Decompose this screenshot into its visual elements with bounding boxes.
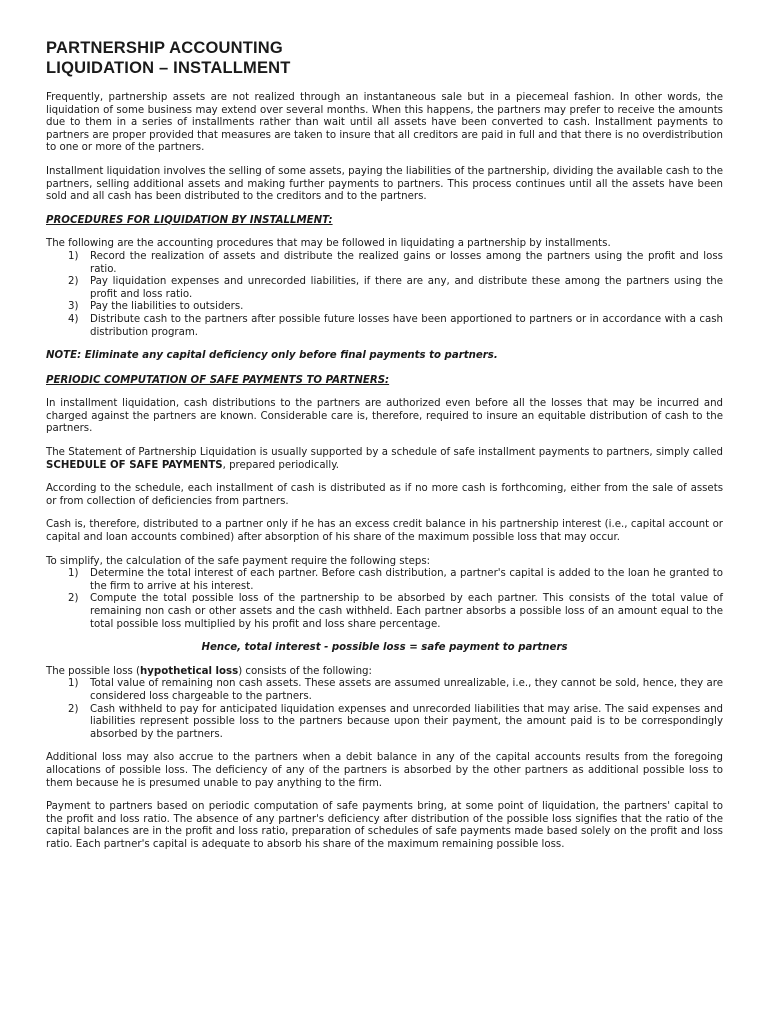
procedures-heading: PROCEDURES FOR LIQUIDATION BY INSTALLMENT: [46,214,333,226]
text-span: , prepared periodically. [222,459,340,471]
loss-list [46,678,723,741]
periodic-paragraph-6: Payment to partners based on periodic computation of safe payments bring, at some point of liquidation, the partners' capital to the profit and loss ratio. The absence of any partner's deficiency after distribution of the possible loss signifies that the ratio of the capital balances are in the profit and loss ratio, preparation of schedules of safe payments made based solely on the profit and loss ratio. Each partner's capital is adequate to absorb his share of the maximum remaining possible loss. [46,801,723,850]
list-text: Cash withheld to pay for anticipated liquidation expenses and unrecorded liabilities that may arise. The said expenses and liabilities represent possible loss to the partners because upon their payment, the amount paid is to be correspondingly absorbed by the partners. [90,703,723,740]
list-text: Distribute cash to the partners after possible future losses have been apportioned to partners or in accordance with a cash distribution program. [90,313,723,338]
steps-lead: To simplify, the calculation of the safe payment require the following steps: [46,555,431,567]
intro-paragraph-1: Frequently, partnership assets are not realized through an instantaneous sale but in a piecemeal fashion. In other words, the liquidation of some business may extend over several months. When this happens, the partners may prefer to receive the amounts due to them in a series of installments rather than wait until all assets have been converted to cash. Installment payments to partners are proper provided that measures are taken to insure that all creditors are paid in full and that there is no overdistribution to one or more of the partners. [46,92,723,154]
periodic-heading: PERIODIC COMPUTATION OF SAFE PAYMENTS TO PARTNERS: [46,374,390,386]
periodic-paragraph-5: Additional loss may also accrue to the partners when a debit balance in any of the capital accounts results from the foregoing allocations of possible loss. The deficiency of any of the partners is absorbed by the other partners as additional possible loss to them because he is presumed unable to pay anything to the firm. [46,752,723,789]
list-text: Record the realization of assets and distribute the realized gains or losses among the partners using the profit and loss ratio. [90,250,723,275]
list-number: 4) [68,313,79,325]
text-span: ) consists of the following: [238,665,372,677]
title-line-2: LIQUIDATION – INSTALLMENT [46,59,291,77]
loss-lead [46,666,723,679]
periodic-paragraph-3: According to the schedule, each installment of cash is distributed as if no more cash is forthcoming, either from the sale of assets or from collection of deficiencies from partners. [46,483,723,507]
list-number: 1) [68,568,79,580]
list-item [46,251,723,276]
safe-payment-formula: Hence, total interest - possible loss = safe payment to partners [201,642,568,654]
document-title [46,38,723,78]
title-line-1: PARTNERSHIP ACCOUNTING [46,39,283,57]
bold-term: SCHEDULE OF SAFE PAYMENTS [46,459,223,471]
procedures-list [46,251,723,339]
steps-list [46,568,723,631]
list-item [46,314,723,339]
list-item [46,593,723,631]
list-item [46,568,723,593]
list-number: 1) [68,678,79,690]
list-number: 3) [68,301,79,313]
list-text: Compute the total possible loss of the partnership to be absorbed by each partner. This consists of the total value of remaining non cash or other assets and the cash withheld. Each partner absorbs a possible loss of an amount equal to the total possible loss multiplied by his profit and loss share percentage. [90,593,723,630]
intro-paragraph-2: Installment liquidation involves the selling of some assets, paying the liabilities of the partnership, dividing the available cash to the partners, selling additional assets and making further payments to partners. This process continues until all the assets have been sold and all cash has been distributed to the creditors and to the partners. [46,165,723,203]
bold-term: hypothetical loss [140,665,239,677]
list-number: 2) [68,276,79,288]
procedures-lead: The following are the accounting procedures that may be followed in liquidating a partnership by installments. [46,238,611,250]
list-number: 1) [68,250,79,262]
list-text: Total value of remaining non cash assets. These assets are assumed unrealizable, i.e., they cannot be sold, hence, they are considered loss chargeable to the partners. [90,678,723,702]
periodic-paragraph-1: In installment liquidation, cash distributions to the partners are authorized even before all the losses that may be incurred and charged against the partners are known. Considerable care is, therefore, required to insure an equitable distribution of cash to the partners. [46,398,723,435]
periodic-paragraph-4: Cash is, therefore, distributed to a partner only if he has an excess credit balance in his partnership interest (i.e., capital account or capital and loan accounts combined) after absorption of his share of the maximum possible loss that may occur. [46,519,723,544]
list-text: Pay liquidation expenses and unrecorded liabilities, if there are any, and distribute these among the partners using the profit and loss ratio. [90,276,723,300]
list-item [46,301,723,314]
note-text: NOTE: Eliminate any capital deficiency only before final payments to partners. [46,350,498,362]
list-number: 2) [68,593,79,605]
list-item [46,678,723,703]
text-span: The Statement of Partnership Liquidation is usually supported by a schedule of safe installment payments to partners, simply called [46,447,723,459]
periodic-paragraph-2 [46,447,723,472]
list-item [46,276,723,301]
document-page [46,38,723,863]
list-text: Pay the liabilities to outsiders. [90,301,244,313]
list-text: Determine the total interest of each partner. Before cash distribution, a partner's capital is added to the loan he granted to the firm to arrive at his interest. [90,568,723,592]
list-item [46,704,723,742]
text-span: The possible loss ( [46,665,141,677]
list-number: 2) [68,703,79,715]
